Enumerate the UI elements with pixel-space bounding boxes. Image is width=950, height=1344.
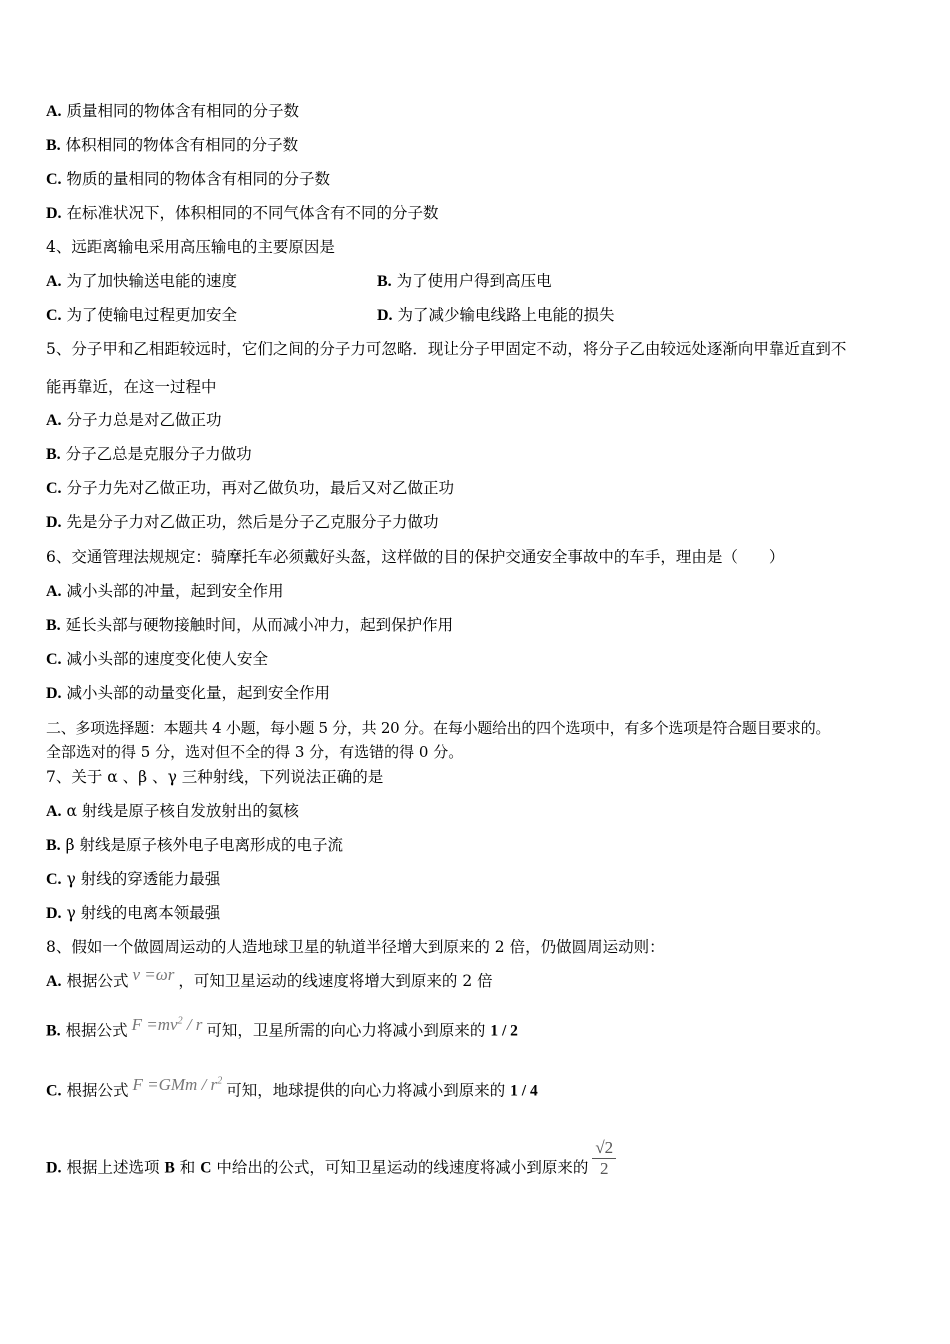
q8-option-d xyxy=(46,1138,616,1189)
option-label: B. xyxy=(46,137,61,154)
q8-option-b xyxy=(46,1014,518,1042)
option-label: C. xyxy=(46,480,62,497)
q4-option-c xyxy=(46,305,237,326)
q6-option-d xyxy=(46,683,330,704)
option-text: 为了减少输电线路上电能的损失 xyxy=(397,306,615,324)
option-text: 根据公式 xyxy=(66,1081,129,1100)
q5-stem-line2: 能再靠近，在这一过程中 xyxy=(46,378,217,396)
q7-stem: 7、关于 α 、β 、γ 三种射线，下列说法正确的是 xyxy=(46,768,384,786)
option-label: B. xyxy=(46,617,61,634)
option-label: A. xyxy=(46,973,62,990)
q4-option-a xyxy=(46,271,237,292)
option-label: C. xyxy=(46,651,62,668)
option-text: 减小头部的冲量，起到安全作用 xyxy=(66,582,284,600)
q5-option-d xyxy=(46,512,439,533)
option-text: 体积相同的物体含有相同的分子数 xyxy=(65,136,299,154)
option-label: A. xyxy=(46,803,62,820)
option-text: 分子力先对乙做正功，再对乙做负功，最后又对乙做正功 xyxy=(66,479,455,497)
option-label: D. xyxy=(46,685,62,702)
option-text: 根据公式 xyxy=(65,1021,128,1040)
q6-stem: 6、交通管理法规规定：骑摩托车必须戴好头盔，这样做的目的保护交通安全事故中的车手，理由是（ ） xyxy=(46,548,785,566)
section2-heading-line2: 全部选对的得 5 分，选对但不全的得 3 分，有选错的得 0 分。 xyxy=(46,743,464,761)
option-label: B. xyxy=(377,273,392,290)
fraction-denominator: 2 xyxy=(600,1159,609,1178)
option-label: D. xyxy=(46,905,62,922)
formula-exponent: 2 xyxy=(177,1015,183,1026)
option-label: B. xyxy=(46,446,61,463)
option-text: 分子力总是对乙做正功 xyxy=(66,411,222,429)
option-text: 分子乙总是克服分子力做功 xyxy=(65,445,252,463)
q4-option-b xyxy=(377,271,552,292)
option-label: C. xyxy=(46,1082,62,1100)
q3-option-d xyxy=(46,203,439,224)
option-label: D. xyxy=(46,205,62,222)
option-text: 为了使用户得到高压电 xyxy=(396,272,552,290)
option-text: 先是分子力对乙做正功，然后是分子乙克服分子力做功 xyxy=(66,513,439,531)
option-text: 可知，卫星所需的向心力将减小到原来的 xyxy=(206,1021,486,1040)
option-label: D. xyxy=(377,307,393,324)
option-text: 减小头部的动量变化量，起到安全作用 xyxy=(66,684,331,702)
option-text: 减小头部的速度变化使人安全 xyxy=(66,650,269,668)
option-text: 和 xyxy=(179,1158,196,1177)
option-label: C. xyxy=(46,871,62,888)
fraction xyxy=(592,1138,616,1179)
option-ref-c: C xyxy=(200,1159,212,1177)
option-text: 根据上述选项 xyxy=(66,1158,160,1177)
q7-option-d xyxy=(46,903,220,924)
option-text: 为了使输电过程更加安全 xyxy=(66,306,238,324)
q7-option-b xyxy=(46,835,343,856)
option-label: A. xyxy=(46,583,62,600)
q6-option-c xyxy=(46,649,268,670)
option-text: 在标准状况下，体积相同的不同气体含有不同的分子数 xyxy=(66,204,439,222)
q5-option-a xyxy=(46,410,222,431)
option-text: β 射线是原子核外电子电离形成的电子流 xyxy=(65,836,343,854)
option-label: D. xyxy=(46,1159,62,1177)
q8-stem: 8、假如一个做圆周运动的人造地球卫星的轨道半径增大到原来的 2 倍，仍做圆周运动则： xyxy=(46,938,665,956)
formula-part: F =GMm / r xyxy=(132,1074,218,1094)
option-label: A. xyxy=(46,412,62,429)
option-text: γ 射线的穿透能力最强 xyxy=(66,870,221,888)
q6-option-a xyxy=(46,581,284,602)
option-label: A. xyxy=(46,273,62,290)
option-ref-b: B xyxy=(164,1159,175,1177)
section2-heading-line1: 二、多项选择题：本题共 4 小题，每小题 5 分，共 20 分。在每小题给出的四个选项中，有多个选项是符合题目要求的。 xyxy=(46,719,831,737)
option-label: C. xyxy=(46,171,62,188)
option-label: B. xyxy=(46,837,61,854)
option-label: B. xyxy=(46,1022,61,1040)
option-label: A. xyxy=(46,103,62,120)
formula: v =ωr xyxy=(132,965,175,984)
option-text: γ 射线的电离本领最强 xyxy=(66,904,221,922)
q5-option-c xyxy=(46,478,454,499)
formula-exponent: 2 xyxy=(217,1075,223,1086)
q7-option-a xyxy=(46,801,299,822)
option-text: 中给出的公式，可知卫星运动的线速度将减小到原来的 xyxy=(216,1158,589,1177)
option-text: 质量相同的物体含有相同的分子数 xyxy=(66,102,300,120)
q6-option-b xyxy=(46,615,453,636)
q3-option-c xyxy=(46,169,330,190)
option-text: 为了加快输送电能的速度 xyxy=(66,272,238,290)
q7-option-c xyxy=(46,869,220,890)
q3-option-a xyxy=(46,101,299,122)
q4-option-d xyxy=(377,305,615,326)
formula xyxy=(132,1015,203,1034)
q8-option-c xyxy=(46,1074,538,1102)
option-text: α 射线是原子核自发放射出的氦核 xyxy=(66,802,299,820)
option-text: ，可知卫星运动的线速度将增大到原来的 2 倍 xyxy=(178,972,493,990)
formula xyxy=(133,1075,223,1094)
option-text: 物质的量相同的物体含有相同的分子数 xyxy=(66,170,331,188)
option-text: 根据公式 xyxy=(66,972,129,990)
option-value: 1 / 4 xyxy=(510,1082,538,1100)
q8-option-a xyxy=(46,965,493,992)
option-value: 1 / 2 xyxy=(490,1022,518,1040)
q4-stem: 4、远距离输电采用高压输电的主要原因是 xyxy=(46,238,335,256)
option-label: D. xyxy=(46,514,62,531)
q5-stem-line1: 5、分子甲和乙相距较远时，它们之间的分子力可忽略．现让分子甲固定不动，将分子乙由较远处逐渐向甲靠近直到不 xyxy=(46,340,847,358)
q5-option-b xyxy=(46,444,252,465)
option-text: 延长头部与硬物接触时间，从而减小冲力，起到保护作用 xyxy=(65,616,454,634)
fraction-numerator: √2 xyxy=(592,1138,616,1159)
option-label: C. xyxy=(46,307,62,324)
option-text: 可知，地球提供的向心力将减小到原来的 xyxy=(226,1081,506,1100)
formula-part: F =mv xyxy=(131,1014,178,1034)
q3-option-b xyxy=(46,135,298,156)
formula-part: / r xyxy=(182,1014,203,1034)
